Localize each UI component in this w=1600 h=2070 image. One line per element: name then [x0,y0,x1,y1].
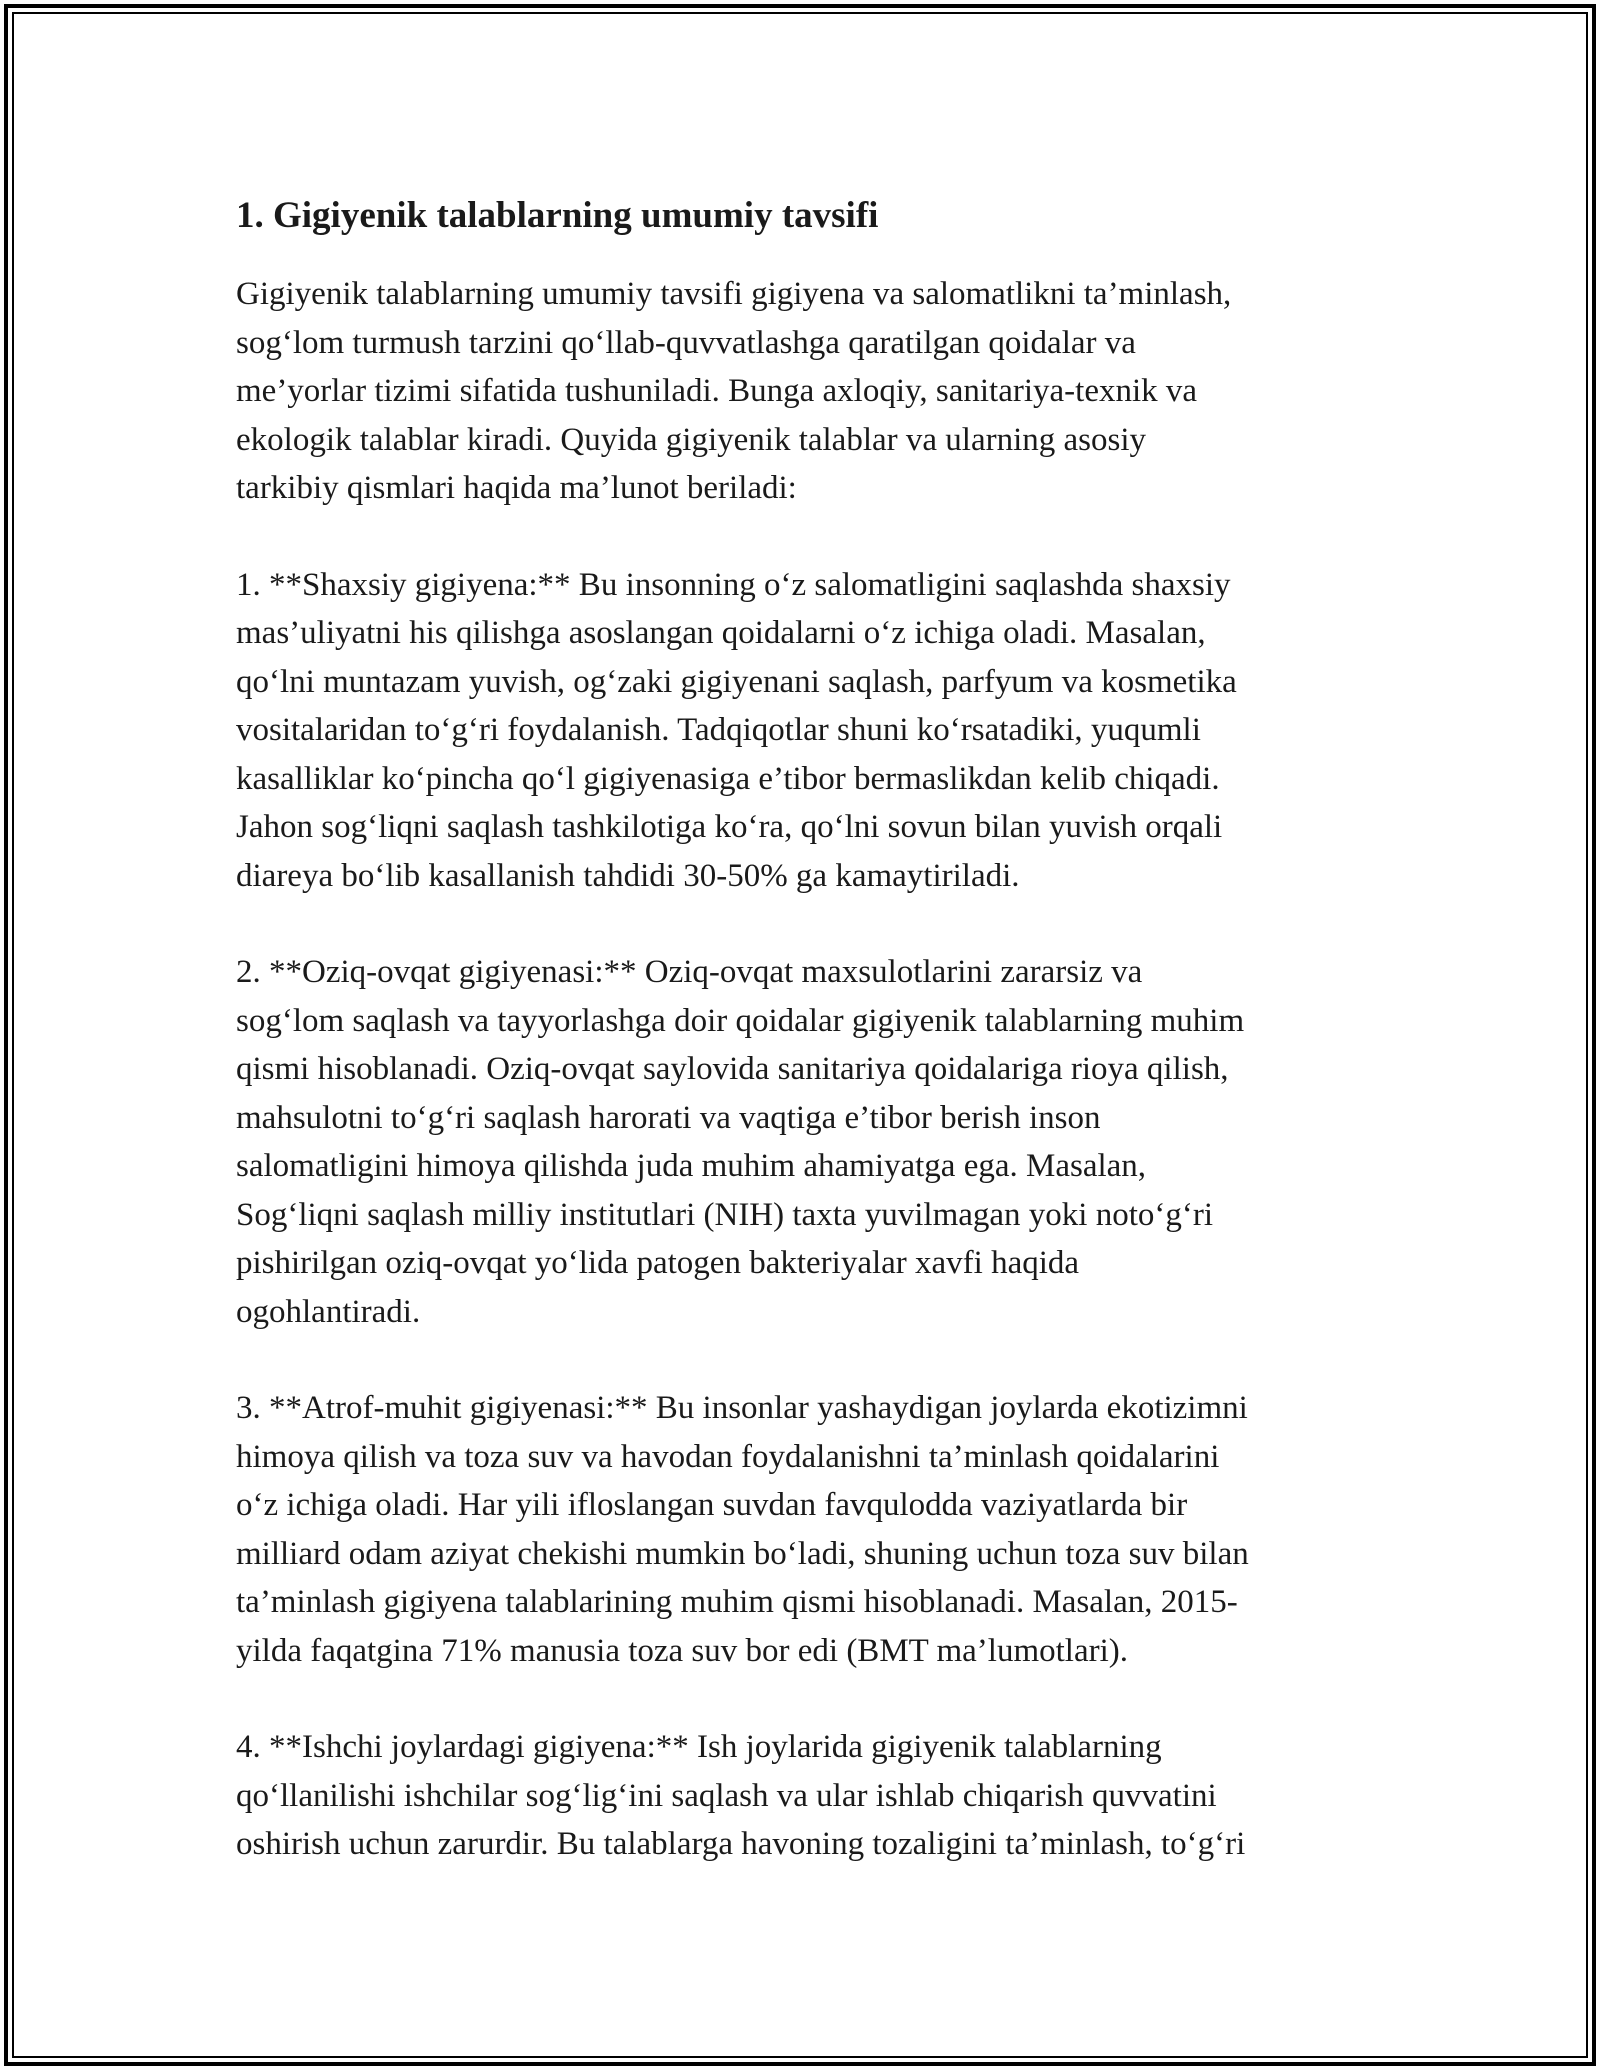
section-heading: 1. Gigiyenik talablarning umumiy tavsifi [236,195,879,236]
paragraph-environmental-hygiene: 3. **Atrof-muhit gigiyenasi:** Bu insonlar yashaydigan joylarda ekotizimni himoya qilish va toza suv va havodan foydalanishni ta’minlash qoidalarini o‘z ichiga oladi. Har yili ifloslangan suvdan favqulodda vaziyatlarda bir milliard odam aziyat chekishi mumkin bo‘ladi, shuning uchun toza suv bilan ta’minlash gigiyena talablarining muhim qismi hisoblanadi. Masalan, 2015- yilda faqatgina 71% manusia toza suv bor edi (BMT ma’lumotlari). [236,1390,1249,1669]
intro-paragraph: Gigiyenik talablarning umumiy tavsifi gigiyena va salomatlikni ta’minlash, sog‘lom turmush tarzini qo‘llab-quvvatlashga qaratilgan qoidalar va me’yorlar tizimi sifatida tushuniladi. Bunga axloqiy, sanitariya-texnik va ekologik talablar kiradi. Quyida gigiyenik talablar va ularning asosiy tarkibiy qismlari haqida ma’lunot beriladi: [236,276,1232,506]
paragraph-workplace-hygiene: 4. **Ishchi joylardagi gigiyena:** Ish joylarida gigiyenik talablarning qo‘llanilishi ishchilar sog‘lig‘ini saqlash va ular ishlab chiqarish quvvatini oshirish uchun zarurdir. Bu talablarga havoning tozaligini ta’minlash, to‘g‘ri [236,1729,1246,1862]
paragraph-personal-hygiene: 1. **Shaxsiy gigiyena:** Bu insonning o‘z salomatligini saqlashda shaxsiy mas’uliyatni his qilishga asoslangan qoidalarni o‘z ichiga oladi. Masalan, qo‘lni muntazam yuvish, og‘zaki gigiyenani saqlash, parfyum va kosmetika vositalaridan to‘g‘ri foydalanish. Tadqiqotlar shuni ko‘rsatadiki, yuqumli kasalliklar ko‘pincha qo‘l gigiyenasiga e’tibor bermaslikdan kelib chiqadi. Jahon sog‘liqni saqlash tashkilotiga ko‘ra, qo‘lni sovun bilan yuvish orqali diareya bo‘lib kasallanish tahdidi 30-50% ga kamaytiriladi. [236,566,1237,894]
paragraph-food-hygiene: 2. **Oziq-ovqat gigiyenasi:** Oziq-ovqat maxsulotlarini zararsiz va sog‘lom saqlash va tayyorlashga doir qoidalar gigiyenik talablarning muhim qismi hisoblanadi. Oziq-ovqat saylovida sanitariya qoidalariga rioya qilish, mahsulotni to‘g‘ri saqlash harorati va vaqtiga e’tibor berish inson salomatligini himoya qilishda juda muhim ahamiyatga ega. Masalan, Sog‘liqni saqlash milliy institutlari (NIH) taxta yuvilmagan yoki noto‘g‘ri pishirilgan oziq-ovqat yo‘lida patogen bakteriyalar xavfi haqida ogohlantiradi. [236,954,1245,1330]
document-page [236,188,1396,1917]
